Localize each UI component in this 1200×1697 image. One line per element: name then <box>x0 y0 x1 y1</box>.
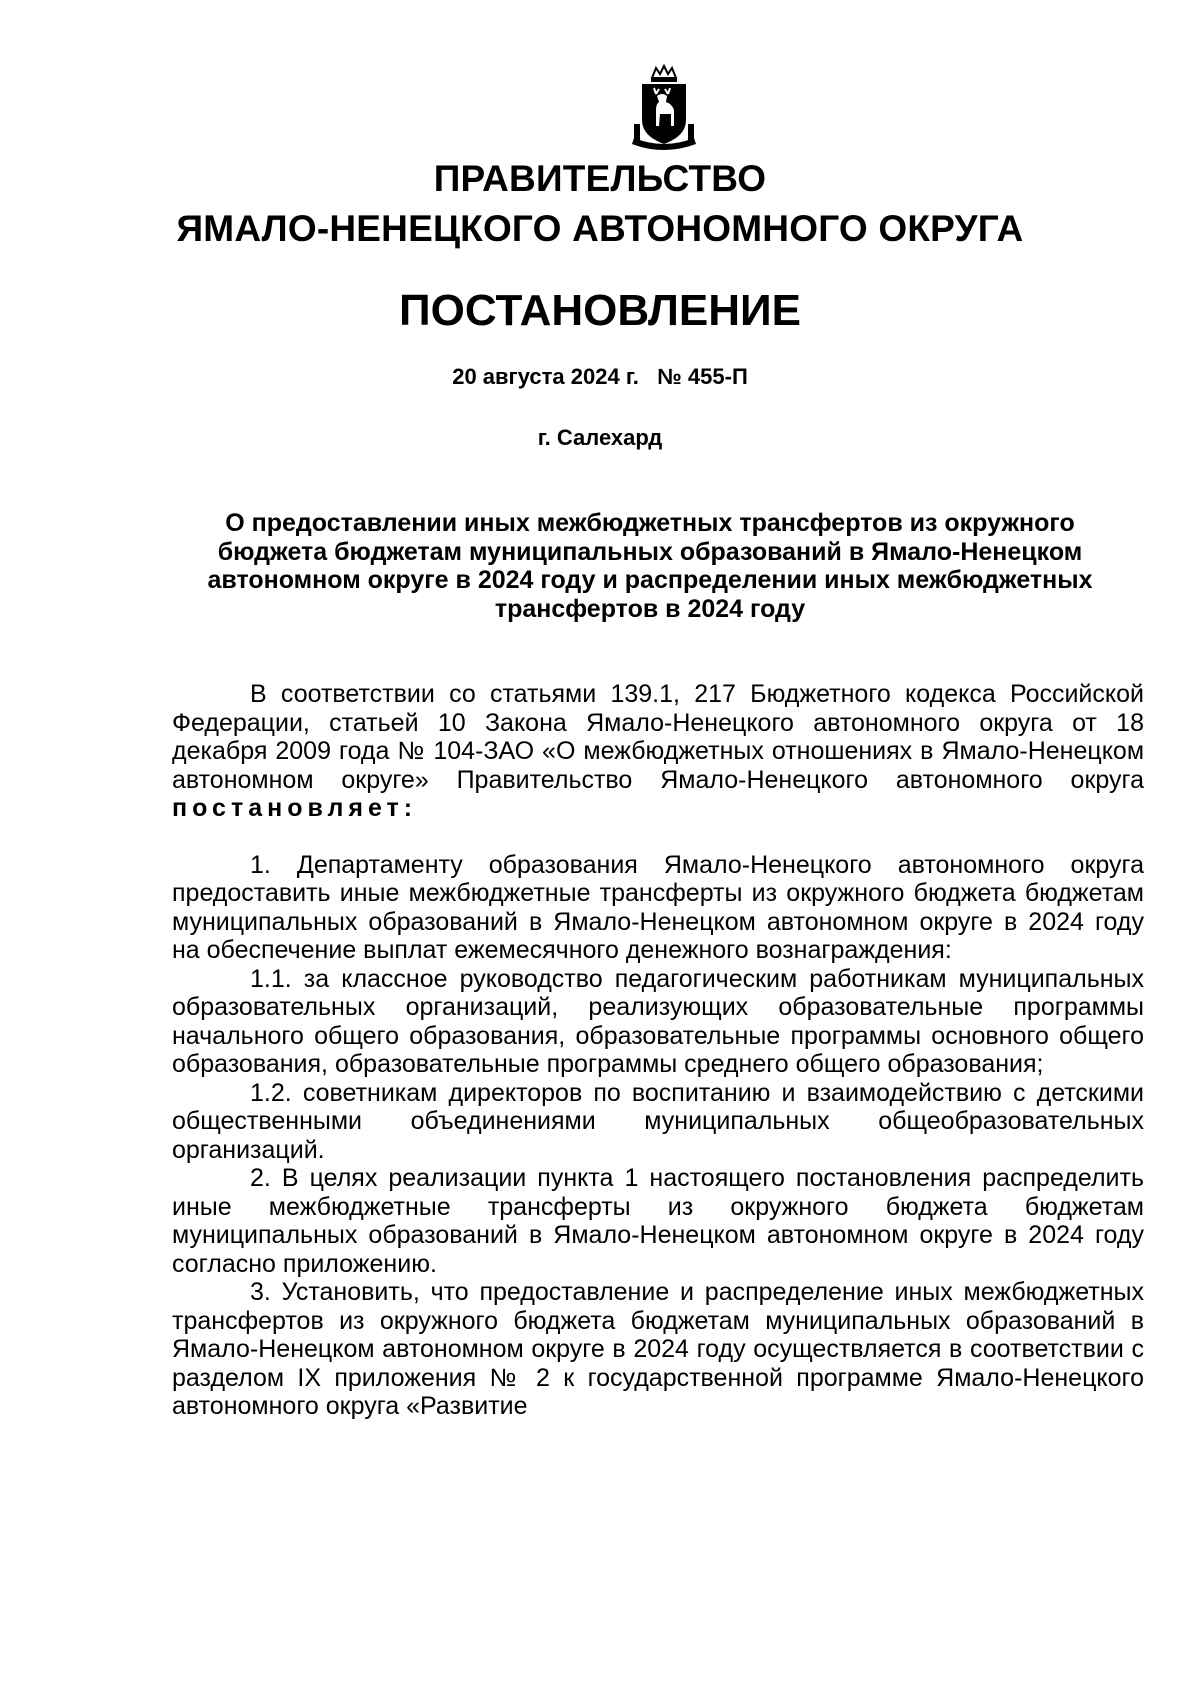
government-title-line1: ПРАВИТЕЛЬСТВО <box>433 158 767 199</box>
document-subject: О предоставлении иных межбюджетных трансфертов из окружного бюджета бюджетам муниципальных образований в Ямало-Ненецком автономном округе в 2024 году и распределении иных межбюджетных трансфертов в 2024 году <box>207 509 1093 623</box>
clause-1: 1. Департаменту образования Ямало-Ненецкого автономного округа предоставить иные межбюджетные трансферты из окружного бюджета бюджетам муниципальных образований в Ямало-Ненецком автономном округе в 2024 году на обеспечение выплат ежемесячного денежного вознаграждения: <box>172 850 1144 964</box>
government-title <box>0 154 1200 254</box>
resolves-word: постановляет: <box>172 794 418 822</box>
document-type: ПОСТАНОВЛЕНИЕ <box>398 286 802 335</box>
document-number: № 455-П <box>657 364 748 389</box>
clause-1-1: 1.1. за классное руководство педагогическим работникам муниципальных образовательных организаций, реализующих образовательные программы начального общего образования, образовательные программы основного общего образования, образовательные программы среднего общего образования; <box>172 964 1144 1078</box>
document-city: г. Салехард <box>537 425 663 450</box>
document-body <box>172 680 1144 1421</box>
preamble-paragraph <box>172 680 1144 823</box>
date-and-number <box>0 363 1200 391</box>
government-title-line2: ЯМАЛО-НЕНЕЦКОГО АВТОНОМНОГО ОКРУГА <box>176 208 1024 249</box>
clause-3: 3. Установить, что предоставление и распределение иных межбюджетных трансфертов из окружного бюджета бюджетам муниципальных образований в Ямало-Ненецком автономном округе в 2024 году осуществляется в соответствии с разделом IX приложения № 2 к государственной программе Ямало-Ненецкого автономного округа «Развитие <box>172 1278 1144 1420</box>
coat-of-arms-icon <box>624 64 704 154</box>
preamble-text: В соответствии со статьями 139.1, 217 Бюджетного кодекса Российской Федерации, статьей 10 Закона Ямало-Ненецкого автономного округа от 18 декабря 2009 года № 104-ЗАО «О межбюджетных отношениях в Ямало-Ненецком автономном округе» Правительство Ямало-Ненецкого автономного округа <box>172 680 1144 794</box>
clause-1-2: 1.2. советникам директоров по воспитанию и взаимодействию с детскими общественными объединениями муниципальных общеобразовательных организаций. <box>172 1078 1144 1164</box>
document-date: 20 августа 2024 г. <box>452 364 639 389</box>
clause-2: 2. В целях реализации пункта 1 настоящего постановления распределить иные межбюджетные трансферты из окружного бюджета бюджетам муниципальных образований в Ямало-Ненецком автономном округе в 2024 году согласно приложению. <box>172 1164 1144 1278</box>
